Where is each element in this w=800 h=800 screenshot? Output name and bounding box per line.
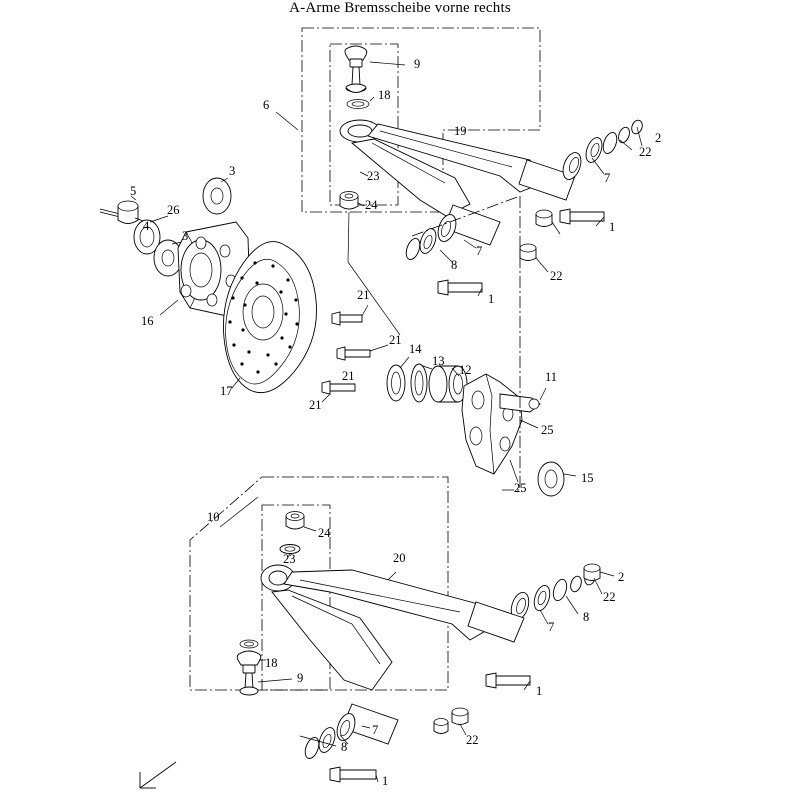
callout-label: 25 — [541, 423, 554, 437]
callout-label: 26 — [167, 203, 180, 217]
part-bolt-1-bottom — [330, 767, 378, 782]
callout-label: 3 — [229, 164, 236, 178]
part-nut-22-upper-left — [520, 244, 548, 272]
callout-label: 2 — [618, 570, 625, 584]
callout-label: 14 — [409, 342, 422, 356]
callout-label: 21 — [389, 333, 402, 347]
part-seal-3-upper — [203, 178, 231, 214]
callout-label: 24 — [365, 198, 378, 212]
callout-label: 13 — [432, 354, 445, 368]
part-nut-24-upper — [340, 172, 368, 209]
callout-label: 23 — [367, 169, 380, 183]
callout-label: 3 — [182, 229, 189, 243]
part-group-upper-balljoint — [345, 46, 405, 109]
callout-label: 21 — [342, 369, 355, 383]
callout-label: 2 — [655, 131, 662, 145]
page-title: A-Arme Bremsscheibe vorne rechts — [289, 0, 511, 16]
callout-label: 6 — [263, 98, 270, 112]
down-left-arrow-icon — [140, 762, 176, 788]
part-nut-22-upper-right — [536, 210, 560, 234]
callout-label: 17 — [220, 384, 233, 398]
callout-label: 1 — [382, 774, 389, 788]
part-bolt-21-b — [337, 345, 388, 360]
part-bolt-1-lower-right — [486, 673, 530, 690]
callout-label: 21 — [357, 288, 370, 302]
callout-label: 18 — [378, 88, 391, 102]
callout-label: 7 — [372, 723, 379, 737]
callout-label: 23 — [283, 552, 296, 566]
callout-label: 9 — [414, 57, 421, 71]
callout-label: 9 — [297, 671, 304, 685]
callout-label: 15 — [581, 471, 594, 485]
part-castle-nut — [118, 201, 146, 224]
part-knuckle-11 — [462, 374, 546, 482]
callout-label: 22 — [550, 269, 563, 283]
part-bolt-upper-left — [438, 280, 482, 296]
part-seal-3-lower — [154, 240, 182, 276]
part-nut-24-lower — [286, 512, 316, 532]
part-nut-22-lower-a — [452, 708, 468, 735]
callout-label: 8 — [583, 610, 590, 624]
callout-label: 16 — [141, 314, 154, 328]
callout-label: 4 — [143, 219, 150, 233]
callout-label: 1 — [609, 220, 616, 234]
callout-label: 24 — [318, 526, 331, 540]
callout-label: 19 — [454, 124, 467, 138]
callout-label: 20 — [393, 551, 406, 565]
part-upper-a-arm — [340, 119, 644, 262]
callout-label: 10 — [207, 510, 220, 524]
callout-label: 8 — [341, 740, 348, 754]
callout-label: 7 — [548, 620, 555, 634]
part-seal-15 — [538, 462, 576, 496]
part-nut-22-lower-b — [434, 719, 448, 734]
callout-label: 7 — [476, 244, 483, 258]
callout-label: 22 — [466, 733, 479, 747]
callout-label: 22 — [603, 590, 616, 604]
part-bolt-upper-right — [560, 209, 604, 226]
part-seal-14 — [387, 357, 409, 401]
callout-label: 1 — [488, 292, 495, 306]
callout-label: 18 — [265, 656, 278, 670]
callout-label: 5 — [130, 184, 137, 198]
callout-label: 25 — [514, 481, 527, 495]
callout-label: 21 — [309, 398, 322, 412]
callout-label: 22 — [639, 145, 652, 159]
callout-label: 8 — [451, 258, 458, 272]
callout-label: 11 — [545, 370, 558, 384]
part-lower-a-arm-20 — [261, 565, 597, 760]
callout-label: 7 — [604, 171, 611, 185]
part-bolt-21-c — [322, 381, 355, 402]
callout-label: 1 — [536, 684, 543, 698]
part-bolt-21-a — [332, 305, 368, 325]
callout-label: 12 — [459, 363, 472, 377]
